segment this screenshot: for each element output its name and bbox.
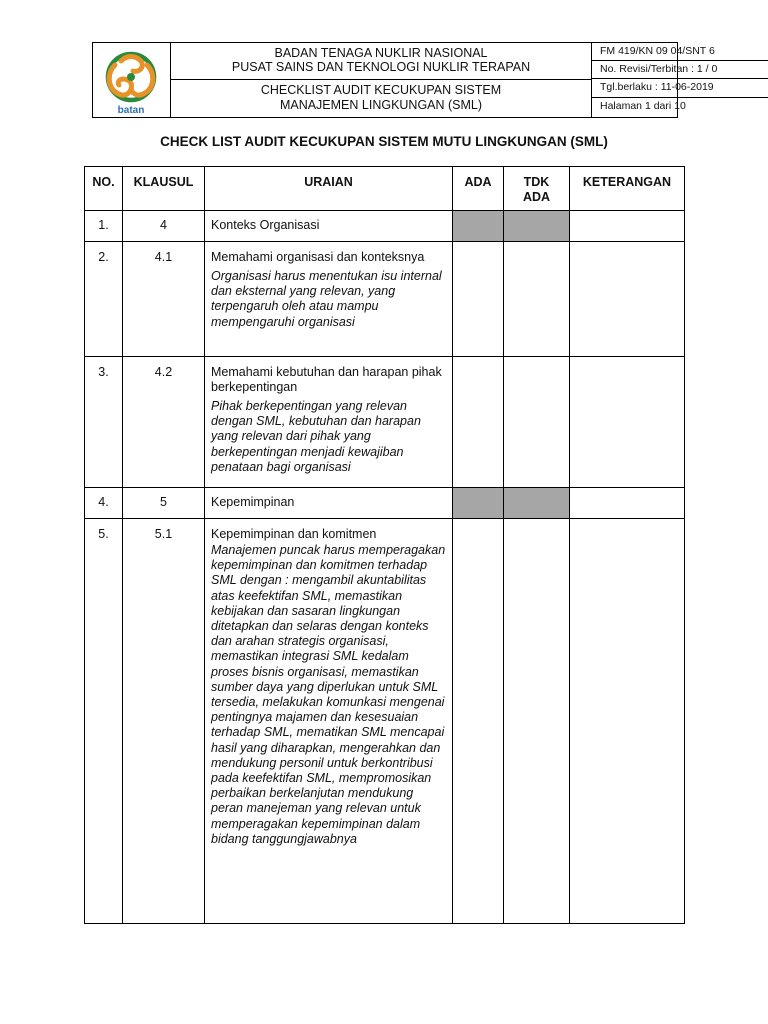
org-line-1: BADAN TENAGA NUKLIR NASIONAL bbox=[274, 46, 488, 60]
ada-label: ADA bbox=[522, 190, 551, 204]
row-uraian bbox=[205, 242, 453, 357]
tdk-ada-cell bbox=[504, 211, 570, 242]
ada-cell[interactable] bbox=[453, 519, 504, 924]
org-line-2: PUSAT SAINS DAN TEKNOLOGI NUKLIR TERAPAN bbox=[231, 60, 531, 74]
page-number: Halaman 1 dari 10 bbox=[600, 100, 686, 112]
row-klausul: 4 bbox=[123, 211, 205, 242]
row-uraian bbox=[205, 488, 453, 519]
organization-name bbox=[171, 43, 591, 80]
audit-checklist-table bbox=[84, 166, 685, 924]
keterangan-cell bbox=[570, 488, 685, 519]
row-no: 3. bbox=[85, 357, 123, 488]
table-header-row bbox=[85, 167, 685, 211]
row-uraian bbox=[205, 211, 453, 242]
col-header-tdk-ada bbox=[504, 167, 570, 211]
col-header-keterangan: KETERANGAN bbox=[570, 167, 685, 211]
col-header-uraian: URAIAN bbox=[205, 167, 453, 211]
row-title: Konteks Organisasi bbox=[211, 218, 320, 232]
revision-number: No. Revisi/Terbitan : 1 / 0 bbox=[592, 61, 768, 79]
row-title: Memahami kebutuhan dan harapan pihak berkepentingan bbox=[211, 365, 442, 394]
tdk-ada-cell[interactable] bbox=[504, 519, 570, 924]
row-uraian bbox=[205, 357, 453, 488]
table-row bbox=[85, 519, 685, 924]
doc-line-1: CHECKLIST AUDIT KECUKUPAN SISTEM bbox=[260, 83, 502, 97]
table-row bbox=[85, 488, 685, 519]
row-title: Memahami organisasi dan konteksnya bbox=[211, 250, 425, 264]
document-header bbox=[92, 42, 718, 118]
ada-cell[interactable] bbox=[453, 242, 504, 357]
form-number: FM 419/KN 09 04/SNT 6 bbox=[592, 43, 768, 61]
row-no: 4. bbox=[85, 488, 123, 519]
header-center bbox=[171, 43, 592, 117]
row-title: Kepemimpinan dan komitmen bbox=[211, 527, 377, 541]
tdk-ada-cell bbox=[504, 488, 570, 519]
effective-date: Tgl.berlaku : 11-06-2019 bbox=[592, 79, 768, 98]
batan-logo bbox=[93, 43, 171, 117]
row-klausul: 4.1 bbox=[123, 242, 205, 357]
ada-cell[interactable] bbox=[453, 357, 504, 488]
row-uraian bbox=[205, 519, 453, 924]
row-title: Kepemimpinan bbox=[211, 495, 295, 509]
batan-logo-icon bbox=[93, 43, 170, 117]
col-header-klausul: KLAUSUL bbox=[123, 167, 205, 211]
col-header-no: NO. bbox=[85, 167, 123, 211]
doc-line-2: MANAJEMEN LINGKUNGAN (SML) bbox=[279, 98, 483, 112]
ada-cell bbox=[453, 488, 504, 519]
row-description: Organisasi harus menentukan isu internal dan eksternal yang relevan, yang terpengaruh oleh atau mampu mempengaruhi organisasi bbox=[211, 269, 442, 329]
table-row bbox=[85, 357, 685, 488]
table-row bbox=[85, 242, 685, 357]
tdk-ada-cell[interactable] bbox=[504, 242, 570, 357]
document-control bbox=[592, 43, 718, 117]
row-klausul: 4.2 bbox=[123, 357, 205, 488]
ada-cell bbox=[453, 211, 504, 242]
row-klausul: 5.1 bbox=[123, 519, 205, 924]
row-no: 2. bbox=[85, 242, 123, 357]
row-description: Manajemen puncak harus memperagakan kepemimpinan dan komitmen terhadap SML dengan : mengambil akuntabilitas atas keefektifan SML, memastikan kebijakan dan sasaran lingkungan ditetapkan dan selaras dengan konteks dan arahan strategis organisasi, memastikan integrasi SML kedalam proses bisnis organisasi, memastikan sumber daya yang diperlukan untuk SML tersedia, melakukan komunkasi mengenai pentingnya majamen dan kesesuaian terhadap SML, mematikan SML mencapai hasil yang diharapkan, mengerahkan dan mendukung personil untuk berkontribusi pada keefektifan SML, mempromosikan perbaikan berkelanjutan mendukung peran manejeman yang relevan untuk memperagakan kepemimpinan dalam bidang tanggungjawabnya bbox=[211, 543, 446, 846]
svg-text:batan: batan bbox=[117, 105, 145, 116]
document-title: CHECK LIST AUDIT KECUKUPAN SISTEM MUTU LINGKUNGAN (SML) bbox=[160, 134, 608, 149]
col-header-ada: ADA bbox=[453, 167, 504, 211]
keterangan-cell[interactable] bbox=[570, 519, 685, 924]
keterangan-cell[interactable] bbox=[570, 357, 685, 488]
tdk-ada-cell[interactable] bbox=[504, 357, 570, 488]
row-description: Pihak berkepentingan yang relevan dengan SML, kebutuhan dan harapan yang relevan dari pihak yang berkepentingan menjadi kewajiban penataan bagi organisasi bbox=[211, 399, 421, 474]
document-name bbox=[171, 81, 591, 117]
table-row bbox=[85, 211, 685, 242]
row-no: 5. bbox=[85, 519, 123, 924]
tdk-label: TDK bbox=[523, 175, 550, 189]
keterangan-cell[interactable] bbox=[570, 242, 685, 357]
keterangan-cell bbox=[570, 211, 685, 242]
row-klausul: 5 bbox=[123, 488, 205, 519]
row-no: 1. bbox=[85, 211, 123, 242]
